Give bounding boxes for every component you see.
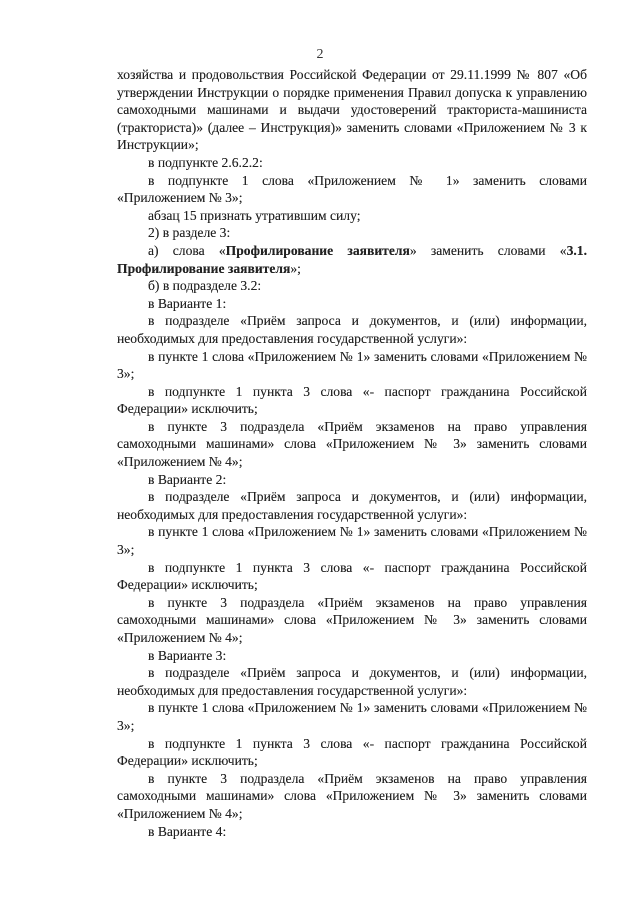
text-run: в Варианте 4: xyxy=(148,823,227,839)
page-number: 2 xyxy=(316,47,324,62)
text-run: в пункте 1 слова «Приложением № 1» заменить словами «Приложением № 3»; xyxy=(117,700,587,733)
paragraph xyxy=(117,154,587,172)
paragraph xyxy=(117,647,587,665)
text-run: абзац 15 признать утратившим силу; xyxy=(148,207,361,223)
text-run: в подпункте 2.6.2.2: xyxy=(148,154,263,170)
paragraph xyxy=(117,823,587,841)
paragraph xyxy=(117,383,587,418)
text-run: б) в подразделе 3.2: xyxy=(148,278,262,294)
text-run: в пункте 1 слова «Приложением № 1» заменить словами «Приложением № 3»; xyxy=(117,524,587,558)
paragraph xyxy=(117,699,587,734)
text-run: в подпункте 1 пункта 3 слова «- паспорт гражданина Российской Федерации» исключить; xyxy=(117,559,587,593)
paragraph xyxy=(117,348,587,383)
paragraph xyxy=(117,207,587,225)
text-run: в подпункте 1 пункта 3 слова «- паспорт гражданина Российской Федерации» исключить; xyxy=(117,735,587,769)
paragraph xyxy=(117,770,587,823)
paragraph xyxy=(117,242,587,277)
text-run: в подразделе «Приём запроса и документов, и (или) информации, необходимых для предоставления государственной услуги»: xyxy=(117,313,587,346)
document-body xyxy=(117,66,587,840)
text-run: а) слова « xyxy=(148,242,226,258)
paragraph xyxy=(117,594,587,647)
paragraph xyxy=(117,295,587,313)
text-run: в пункте 3 подраздела «Приём экзаменов на право управления самоходными машинами» слова «Приложением № 3» заменить словами «Приложением № 4»; xyxy=(117,418,587,470)
paragraph xyxy=(117,172,587,207)
text-run: »; xyxy=(290,260,301,276)
text-run: в подпункте 1 слова «Приложением № 1» заменить словами «Приложением № 3»; xyxy=(117,172,587,206)
paragraph xyxy=(117,66,587,154)
paragraph xyxy=(117,523,587,558)
text-run: хозяйства и продовольствия Российской Федерации от 29.11.1999 № 807 «Об утверждении Инструкции о порядке применения Правил допуска к управлению самоходными машинами и выдачи удостоверений тракториста-машиниста (тракториста)» (далее – Инструкция)» заменить словами «Приложением № 3 к Инструкции»; xyxy=(117,67,587,153)
text-run: в Варианте 1: xyxy=(148,295,227,311)
bold-text-run: 3.1. Профилирование заявителя xyxy=(117,242,587,276)
paragraph xyxy=(117,418,587,471)
text-run: в пункте 1 слова «Приложением № 1» заменить словами «Приложением № 3»; xyxy=(117,348,587,382)
text-run: в Варианте 2: xyxy=(148,471,227,487)
paragraph xyxy=(117,224,587,242)
text-run: в пункте 3 подраздела «Приём экзаменов на право управления самоходными машинами» слова «Приложением № 3» заменить словами «Приложением № 4»; xyxy=(117,770,587,821)
paragraph xyxy=(117,664,587,699)
paragraph xyxy=(117,312,587,347)
text-run: в подразделе «Приём запроса и документов, и (или) информации, необходимых для предоставления государственной услуги»: xyxy=(117,489,587,522)
text-run: 2) в разделе 3: xyxy=(148,225,231,241)
bold-text-run: Профилирование заявителя xyxy=(225,242,410,258)
paragraph xyxy=(117,735,587,770)
text-run: в Варианте 3: xyxy=(148,647,227,663)
paragraph xyxy=(117,559,587,594)
paragraph xyxy=(117,471,587,489)
paragraph xyxy=(117,488,587,523)
text-run: в пункте 3 подраздела «Приём экзаменов на право управления самоходными машинами» слова «Приложением № 3» заменить словами «Приложением № 4»; xyxy=(117,594,587,645)
text-run: в подразделе «Приём запроса и документов, и (или) информации, необходимых для предоставления государственной услуги»: xyxy=(117,665,587,698)
paragraph xyxy=(117,277,587,295)
text-run: » заменить словами « xyxy=(409,242,567,258)
text-run: в подпункте 1 пункта 3 слова «- паспорт гражданина Российской Федерации» исключить; xyxy=(117,383,587,417)
